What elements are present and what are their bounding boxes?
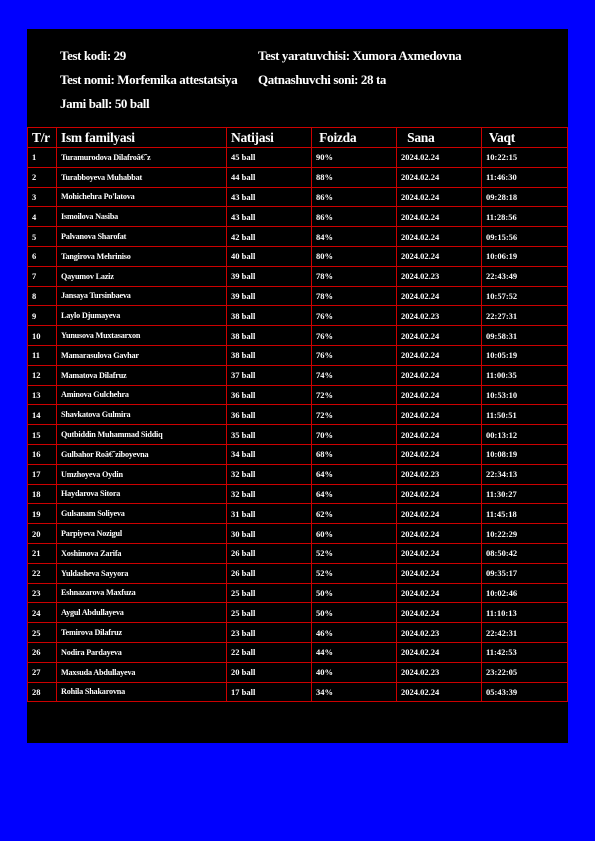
- percent: 84%: [312, 227, 397, 247]
- score: 42 ball: [227, 227, 312, 247]
- score: 32 ball: [227, 464, 312, 484]
- row-number: 2: [28, 167, 57, 187]
- row-number: 20: [28, 524, 57, 544]
- date: 2024.02.23: [397, 464, 482, 484]
- table-row: [28, 623, 568, 643]
- date: 2024.02.24: [397, 148, 482, 168]
- table-row: [28, 246, 568, 266]
- column-header-percent: Foizda: [312, 128, 397, 148]
- time: 11:00:35: [482, 365, 568, 385]
- time: 00:13:12: [482, 425, 568, 445]
- test-creator: Test yaratuvchisi: Xumora Axmedovna: [258, 48, 462, 63]
- row-number: 23: [28, 583, 57, 603]
- participant-name: Aminova Gulchehra: [57, 385, 227, 405]
- percent: 52%: [312, 563, 397, 583]
- time: 22:34:13: [482, 464, 568, 484]
- participant-name: Parpiyeva Nozigul: [57, 524, 227, 544]
- time: 11:10:13: [482, 603, 568, 623]
- row-number: 24: [28, 603, 57, 623]
- percent: 34%: [312, 682, 397, 702]
- table-row: [28, 385, 568, 405]
- row-number: 14: [28, 405, 57, 425]
- table-row: [28, 167, 568, 187]
- participant-name: Qutbiddin Muhammad Siddiq: [57, 425, 227, 445]
- percent: 44%: [312, 642, 397, 662]
- percent: 76%: [312, 326, 397, 346]
- time: 22:27:31: [482, 306, 568, 326]
- table-row: [28, 187, 568, 207]
- table-row: [28, 603, 568, 623]
- score: 23 ball: [227, 623, 312, 643]
- participant-name: Ismoilova Nasiba: [57, 207, 227, 227]
- table-row: [28, 682, 568, 702]
- time: 10:57:52: [482, 286, 568, 306]
- participant-name: Qayumov Laziz: [57, 266, 227, 286]
- row-number: 22: [28, 563, 57, 583]
- column-header-result: Natijasi: [227, 128, 312, 148]
- participant-name: Aygul Abdullayeva: [57, 603, 227, 623]
- column-header-date: Sana: [397, 128, 482, 148]
- table-row: [28, 405, 568, 425]
- row-number: 1: [28, 148, 57, 168]
- date: 2024.02.24: [397, 603, 482, 623]
- date: 2024.02.24: [397, 286, 482, 306]
- date: 2024.02.24: [397, 444, 482, 464]
- time: 10:53:10: [482, 385, 568, 405]
- table-row: [28, 306, 568, 326]
- date: 2024.02.24: [397, 563, 482, 583]
- column-header-number: T/r: [28, 128, 57, 148]
- time: 22:43:49: [482, 266, 568, 286]
- time: 09:35:17: [482, 563, 568, 583]
- participant-name: Mamarasulova Gavhar: [57, 345, 227, 365]
- percent: 50%: [312, 583, 397, 603]
- score: 38 ball: [227, 326, 312, 346]
- participant-name: Turamurodova Dilafroâ€˜z: [57, 148, 227, 168]
- column-header-time: Vaqt: [482, 128, 568, 148]
- participant-name: Mohichehra Po'latova: [57, 187, 227, 207]
- score: 39 ball: [227, 266, 312, 286]
- time: 23:22:05: [482, 662, 568, 682]
- date: 2024.02.24: [397, 365, 482, 385]
- results-sheet: [27, 29, 568, 743]
- time: 09:15:56: [482, 227, 568, 247]
- time: 09:28:18: [482, 187, 568, 207]
- row-number: 8: [28, 286, 57, 306]
- score: 45 ball: [227, 148, 312, 168]
- participant-name: Haydarova Sitora: [57, 484, 227, 504]
- row-number: 3: [28, 187, 57, 207]
- date: 2024.02.23: [397, 662, 482, 682]
- percent: 76%: [312, 345, 397, 365]
- score: 38 ball: [227, 306, 312, 326]
- row-number: 21: [28, 543, 57, 563]
- participant-name: Eshnazarova Maxfuza: [57, 583, 227, 603]
- time: 11:30:27: [482, 484, 568, 504]
- score: 17 ball: [227, 682, 312, 702]
- score: 38 ball: [227, 345, 312, 365]
- score: 30 ball: [227, 524, 312, 544]
- table-row: [28, 484, 568, 504]
- participant-name: Shavkatova Gulmira: [57, 405, 227, 425]
- time: 11:42:53: [482, 642, 568, 662]
- participant-count: Qatnashuvchi soni: 28 ta: [258, 72, 387, 87]
- date: 2024.02.24: [397, 583, 482, 603]
- table-row: [28, 326, 568, 346]
- score: 20 ball: [227, 662, 312, 682]
- participant-name: Temirova Dilafruz: [57, 623, 227, 643]
- row-number: 18: [28, 484, 57, 504]
- score: 34 ball: [227, 444, 312, 464]
- row-number: 17: [28, 464, 57, 484]
- participant-name: Rohila Shakarovna: [57, 682, 227, 702]
- row-number: 5: [28, 227, 57, 247]
- time: 10:22:15: [482, 148, 568, 168]
- percent: 68%: [312, 444, 397, 464]
- table-header-row: [28, 128, 568, 148]
- row-number: 4: [28, 207, 57, 227]
- table-row: [28, 227, 568, 247]
- date: 2024.02.23: [397, 306, 482, 326]
- row-number: 7: [28, 266, 57, 286]
- row-number: 26: [28, 642, 57, 662]
- total-score: Jami ball: 50 ball: [60, 96, 150, 111]
- time: 11:50:51: [482, 405, 568, 425]
- date: 2024.02.24: [397, 207, 482, 227]
- table-row: [28, 286, 568, 306]
- score: 36 ball: [227, 405, 312, 425]
- participant-name: Nodira Pardayeva: [57, 642, 227, 662]
- date: 2024.02.24: [397, 425, 482, 445]
- time: 10:05:19: [482, 345, 568, 365]
- score: 22 ball: [227, 642, 312, 662]
- column-header-name: Ism familyasi: [57, 128, 227, 148]
- participant-name: Mamatova Dilafruz: [57, 365, 227, 385]
- percent: 52%: [312, 543, 397, 563]
- date: 2024.02.24: [397, 187, 482, 207]
- row-number: 13: [28, 385, 57, 405]
- percent: 64%: [312, 464, 397, 484]
- participant-name: Tangirova Mehriniso: [57, 246, 227, 266]
- row-number: 28: [28, 682, 57, 702]
- score: 39 ball: [227, 286, 312, 306]
- participant-name: Yunusova Muxtasarxon: [57, 326, 227, 346]
- date: 2024.02.24: [397, 682, 482, 702]
- percent: 50%: [312, 603, 397, 623]
- score: 43 ball: [227, 207, 312, 227]
- row-number: 15: [28, 425, 57, 445]
- time: 10:08:19: [482, 444, 568, 464]
- percent: 76%: [312, 306, 397, 326]
- percent: 86%: [312, 187, 397, 207]
- participant-name: Gulbahor Roâ€˜ziboyevna: [57, 444, 227, 464]
- participant-name: Gulsanam Soliyeva: [57, 504, 227, 524]
- table-row: [28, 266, 568, 286]
- percent: 88%: [312, 167, 397, 187]
- percent: 70%: [312, 425, 397, 445]
- score: 44 ball: [227, 167, 312, 187]
- date: 2024.02.24: [397, 484, 482, 504]
- time: 11:46:30: [482, 167, 568, 187]
- percent: 90%: [312, 148, 397, 168]
- date: 2024.02.24: [397, 504, 482, 524]
- score: 25 ball: [227, 583, 312, 603]
- time: 11:45:18: [482, 504, 568, 524]
- table-row: [28, 543, 568, 563]
- date: 2024.02.24: [397, 326, 482, 346]
- participant-name: Jansaya Tursinbaeva: [57, 286, 227, 306]
- date: 2024.02.24: [397, 167, 482, 187]
- row-number: 10: [28, 326, 57, 346]
- score: 25 ball: [227, 603, 312, 623]
- row-number: 27: [28, 662, 57, 682]
- row-number: 6: [28, 246, 57, 266]
- percent: 74%: [312, 365, 397, 385]
- date: 2024.02.24: [397, 642, 482, 662]
- row-number: 11: [28, 345, 57, 365]
- percent: 46%: [312, 623, 397, 643]
- date: 2024.02.23: [397, 266, 482, 286]
- row-number: 16: [28, 444, 57, 464]
- table-row: [28, 524, 568, 544]
- date: 2024.02.24: [397, 405, 482, 425]
- score: 36 ball: [227, 385, 312, 405]
- participant-name: Umzhoyeva Oydin: [57, 464, 227, 484]
- score: 31 ball: [227, 504, 312, 524]
- date: 2024.02.24: [397, 227, 482, 247]
- score: 32 ball: [227, 484, 312, 504]
- participant-name: Laylo Djumayeva: [57, 306, 227, 326]
- table-row: [28, 425, 568, 445]
- percent: 80%: [312, 246, 397, 266]
- row-number: 25: [28, 623, 57, 643]
- time: 22:42:31: [482, 623, 568, 643]
- score: 43 ball: [227, 187, 312, 207]
- table-row: [28, 504, 568, 524]
- date: 2024.02.24: [397, 524, 482, 544]
- row-number: 19: [28, 504, 57, 524]
- date: 2024.02.24: [397, 345, 482, 365]
- score: 35 ball: [227, 425, 312, 445]
- participant-name: Xoshimova Zarifa: [57, 543, 227, 563]
- percent: 72%: [312, 405, 397, 425]
- score: 26 ball: [227, 563, 312, 583]
- percent: 64%: [312, 484, 397, 504]
- score: 26 ball: [227, 543, 312, 563]
- row-number: 12: [28, 365, 57, 385]
- table-row: [28, 444, 568, 464]
- percent: 78%: [312, 286, 397, 306]
- time: 10:02:46: [482, 583, 568, 603]
- participant-name: Palvanova Sharofat: [57, 227, 227, 247]
- percent: 60%: [312, 524, 397, 544]
- percent: 78%: [312, 266, 397, 286]
- test-info: [60, 45, 560, 129]
- percent: 86%: [312, 207, 397, 227]
- test-code: Test kodi: 29: [60, 48, 126, 63]
- score: 37 ball: [227, 365, 312, 385]
- percent: 72%: [312, 385, 397, 405]
- participant-name: Maxsuda Abdullayeva: [57, 662, 227, 682]
- table-row: [28, 563, 568, 583]
- date: 2024.02.24: [397, 385, 482, 405]
- time: 05:43:39: [482, 682, 568, 702]
- table-row: [28, 365, 568, 385]
- time: 11:28:56: [482, 207, 568, 227]
- time: 10:22:29: [482, 524, 568, 544]
- results-body: [28, 148, 568, 702]
- percent: 40%: [312, 662, 397, 682]
- participant-name: Turabboyeva Muhabbat: [57, 167, 227, 187]
- date: 2024.02.24: [397, 543, 482, 563]
- table-row: [28, 662, 568, 682]
- time: 10:06:19: [482, 246, 568, 266]
- table-row: [28, 345, 568, 365]
- table-row: [28, 207, 568, 227]
- time: 09:58:31: [482, 326, 568, 346]
- table-row: [28, 642, 568, 662]
- table-row: [28, 583, 568, 603]
- percent: 62%: [312, 504, 397, 524]
- results-table: [27, 127, 568, 702]
- time: 08:50:42: [482, 543, 568, 563]
- score: 40 ball: [227, 246, 312, 266]
- table-row: [28, 148, 568, 168]
- table-row: [28, 464, 568, 484]
- date: 2024.02.23: [397, 623, 482, 643]
- date: 2024.02.24: [397, 246, 482, 266]
- row-number: 9: [28, 306, 57, 326]
- test-name: Test nomi: Morfemika attestatsiya: [60, 72, 238, 87]
- participant-name: Yuldasheva Sayyora: [57, 563, 227, 583]
